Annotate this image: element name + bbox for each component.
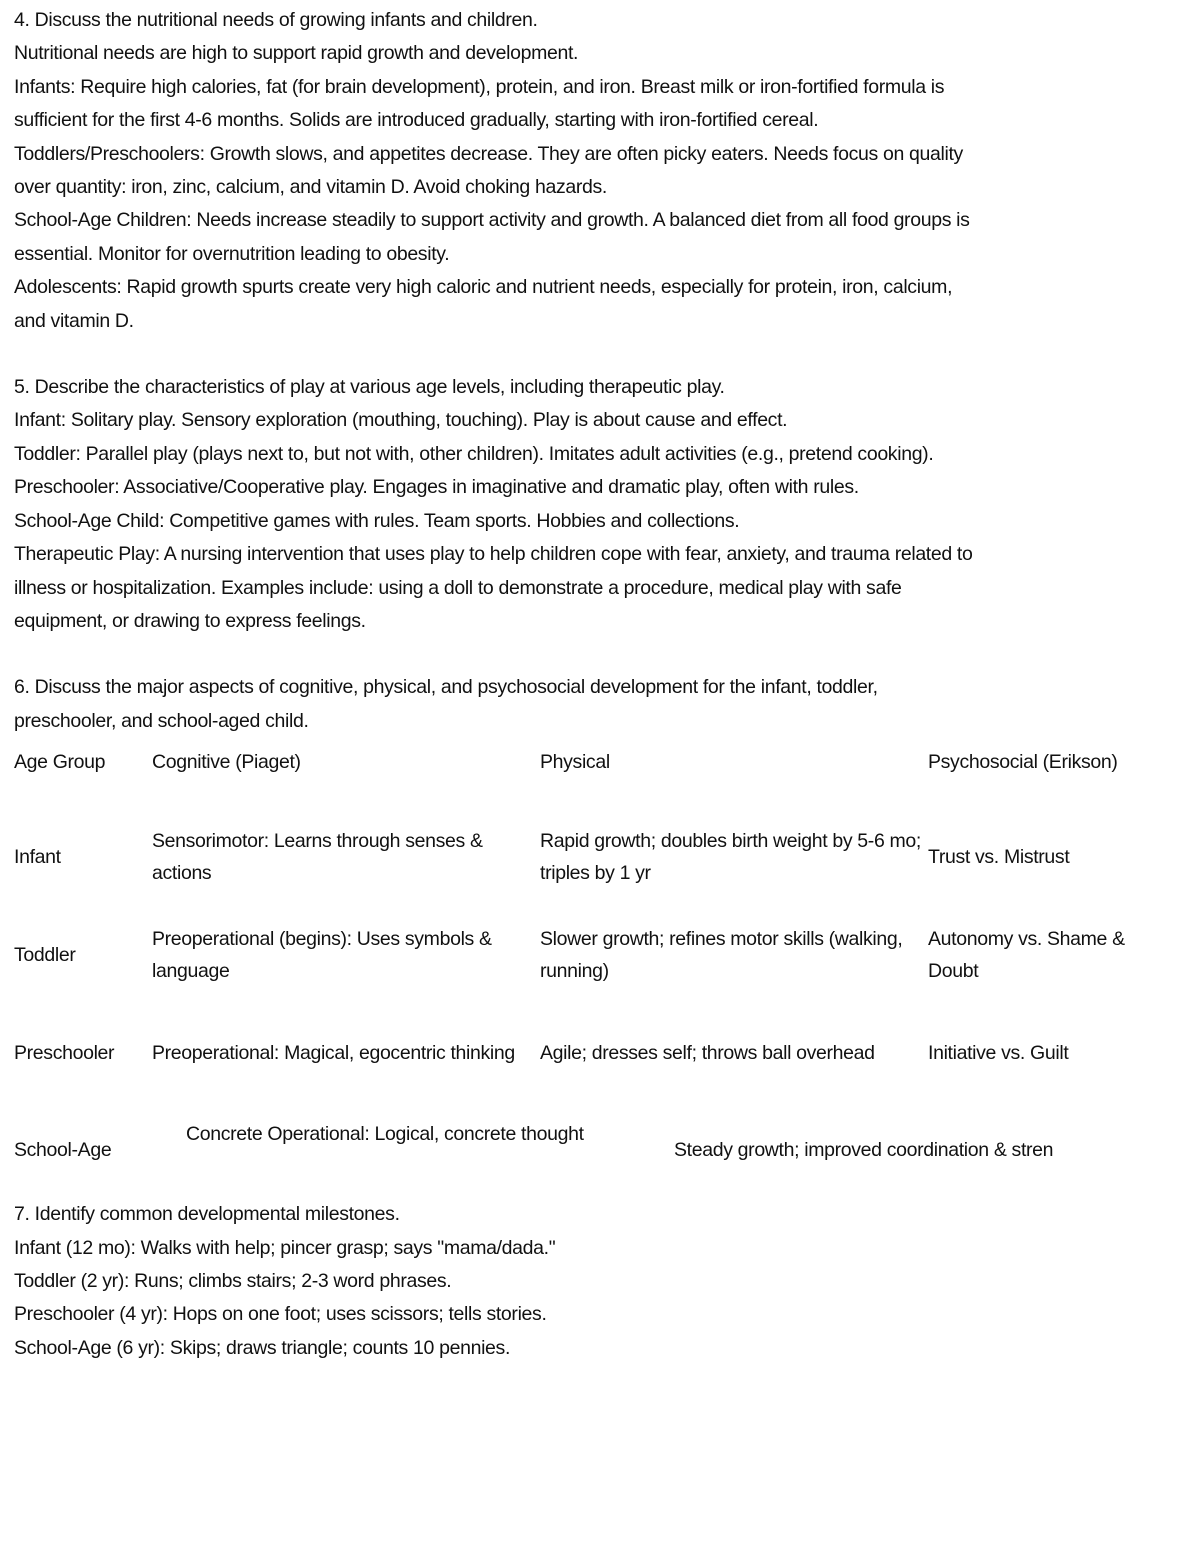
section-spacer (14, 338, 1186, 371)
section-6-heading-cont: preschooler, and school-aged child. (14, 709, 309, 732)
section-4-heading: 4. Discuss the nutritional needs of growing infants and children. (14, 9, 538, 31)
table-row (14, 808, 1174, 906)
section-5-line: Therapeutic Play: A nursing intervention that uses play to help children cope with fear, anxiety, and trauma related to (14, 543, 973, 566)
section-4-line: sufficient for the first 4-6 months. Solids are introduced gradually, starting with iron-fortified cereal. (14, 109, 819, 132)
table-row-school-age (14, 1102, 1186, 1198)
section-5-line: Infant: Solitary play. Sensory exploration (mouthing, touching). Play is about cause and effect. (14, 409, 788, 432)
document-page (14, 4, 1186, 1365)
table-cell-cognitive: Sensorimotor: Learns through senses & actions (152, 830, 483, 885)
milestone-line: School-Age (6 yr): Skips; draws triangle; counts 10 pennies. (14, 1336, 511, 1359)
table-cell-cognitive: Preoperational (begins): Uses symbols & language (152, 928, 492, 983)
table-row (14, 1004, 1174, 1102)
table-cell-cognitive: Concrete Operational: Logical, concrete thought (186, 1123, 584, 1146)
table-cell-psychosocial: Trust vs. Mistrust (928, 846, 1070, 869)
section-5-line: illness or hospitalization. Examples include: using a doll to demonstrate a procedure, medical play with safe (14, 576, 902, 599)
section-4-line: and vitamin D. (14, 309, 134, 332)
table-cell-cognitive: Preoperational: Magical, egocentric thinking (152, 1042, 515, 1065)
column-header: Cognitive (Piaget) (152, 751, 301, 774)
section-5-line: Toddler: Parallel play (plays next to, but not with, other children). Imitates adult activities (e.g., pretend cooking). (14, 442, 934, 465)
table-cell-physical: Steady growth; improved coordination & stren (674, 1139, 1054, 1162)
section-6-heading: 6. Discuss the major aspects of cognitive, physical, and psychosocial development for the infant, toddler, (14, 676, 878, 699)
section-spacer (14, 638, 1186, 671)
section-4-line: over quantity: iron, zinc, calcium, and vitamin D. Avoid choking hazards. (14, 176, 607, 199)
table-cell-physical: Agile; dresses self; throws ball overhead (540, 1042, 875, 1065)
milestone-line: Infant (12 mo): Walks with help; pincer grasp; says "mama/dada." (14, 1236, 556, 1259)
column-header: Psychosocial (Erikson) (928, 751, 1118, 774)
table-cell-psychosocial: Initiative vs. Guilt (928, 1042, 1069, 1065)
table-cell-age-group: Preschooler (14, 1042, 115, 1065)
section-4-line: Infants: Require high calories, fat (for brain development), protein, and iron. Breast milk or iron-fortified formula is (14, 75, 945, 98)
section-4-line: Nutritional needs are high to support rapid growth and development. (14, 42, 579, 65)
section-4-line: Toddlers/Preschoolers: Growth slows, and appetites decrease. They are often picky eaters. Needs focus on quality (14, 142, 963, 165)
table-cell-physical: Slower growth; refines motor skills (walking, running) (540, 928, 903, 983)
section-5-heading: 5. Describe the characteristics of play at various age levels, including therapeutic play. (14, 376, 725, 399)
table-cell-age-group: Toddler (14, 944, 76, 967)
table-cell-age-group: School-Age (14, 1139, 112, 1162)
section-4-line: School-Age Children: Needs increase steadily to support activity and growth. A balanced diet from all food groups is (14, 209, 970, 232)
section-4-line: essential. Monitor for overnutrition leading to obesity. (14, 242, 450, 265)
development-table (14, 742, 1174, 1102)
table-cell-psychosocial: Autonomy vs. Shame & Doubt (928, 928, 1125, 983)
section-5-line: equipment, or drawing to express feelings. (14, 609, 366, 632)
milestone-line: Preschooler (4 yr): Hops on one foot; uses scissors; tells stories. (14, 1303, 547, 1326)
column-header: Physical (540, 751, 610, 774)
table-header-row (14, 742, 1174, 808)
table-row (14, 906, 1174, 1004)
column-header: Age Group (14, 751, 106, 774)
section-5-line: School-Age Child: Competitive games with rules. Team sports. Hobbies and collections. (14, 509, 740, 532)
section-5-line: Preschooler: Associative/Cooperative play. Engages in imaginative and dramatic play, often with rules. (14, 476, 859, 499)
milestone-line: Toddler (2 yr): Runs; climbs stairs; 2-3 word phrases. (14, 1269, 452, 1292)
section-4-line: Adolescents: Rapid growth spurts create very high caloric and nutrient needs, especially for protein, iron, calcium, (14, 276, 953, 299)
table-cell-age-group: Infant (14, 846, 61, 869)
section-7-heading: 7. Identify common developmental milestones. (14, 1203, 400, 1226)
table-cell-physical: Rapid growth; doubles birth weight by 5-6 mo; triples by 1 yr (540, 830, 921, 885)
